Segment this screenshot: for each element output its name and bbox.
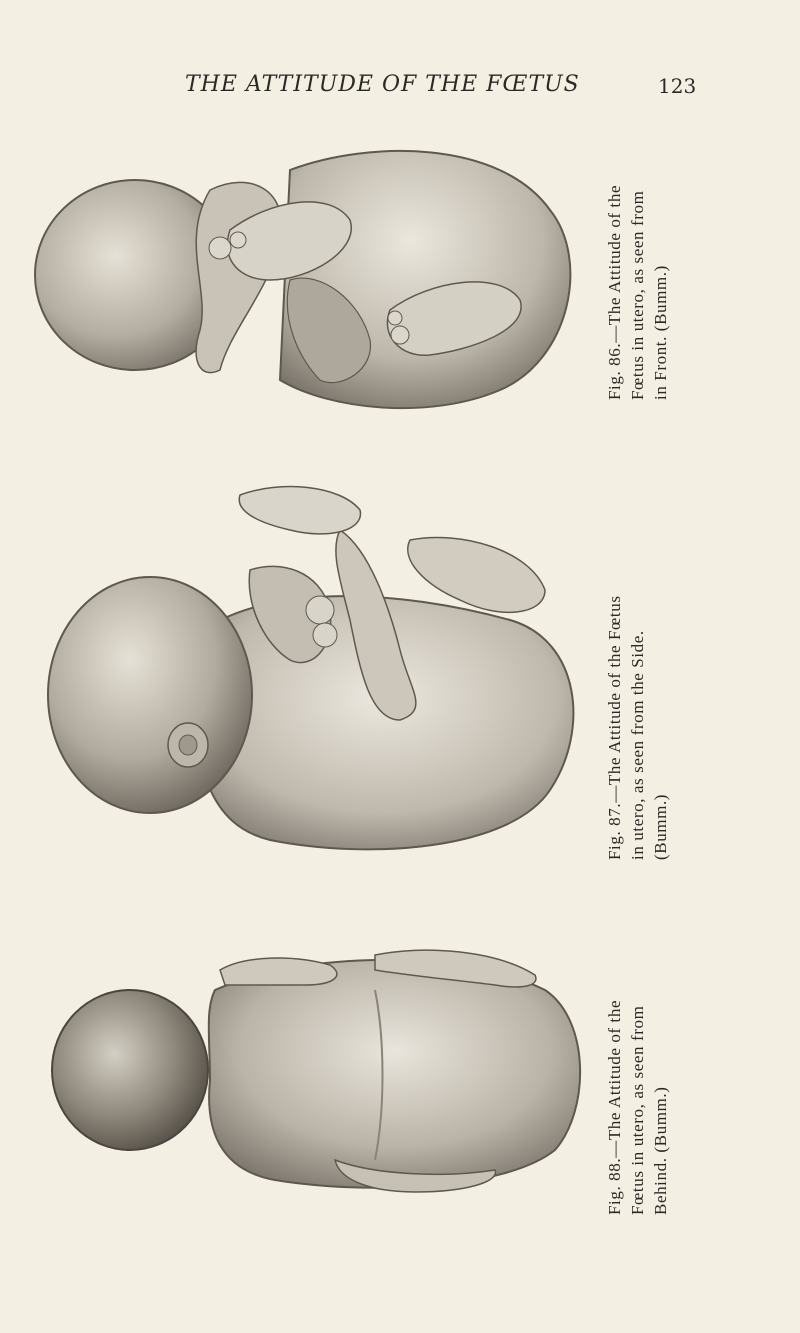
caption-line: in utero, as seen from the Side.: [628, 630, 647, 860]
caption-line: Fig. 86.—The Attitude of the: [605, 184, 624, 400]
figure-86-illustration: [30, 130, 590, 430]
page-number: 123: [658, 74, 697, 98]
caption-line: Fig. 87.—The Attitude of the Fœtus: [605, 595, 624, 860]
caption-line: Fig. 88.—The Attitude of the: [605, 999, 624, 1215]
caption-line: (Bumm.): [651, 793, 670, 860]
figure-88-illustration: [45, 930, 590, 1200]
caption-line: in Front. (Bumm.): [651, 265, 670, 400]
figure-87-illustration: [40, 470, 590, 870]
caption-line: Behind. (Bumm.): [651, 1086, 670, 1215]
running-head: THE ATTITUDE OF THE FŒTUS: [185, 72, 580, 97]
caption-line: Fœtus in utero, as seen from: [628, 1005, 647, 1215]
caption-line: Fœtus in utero, as seen from: [628, 190, 647, 400]
